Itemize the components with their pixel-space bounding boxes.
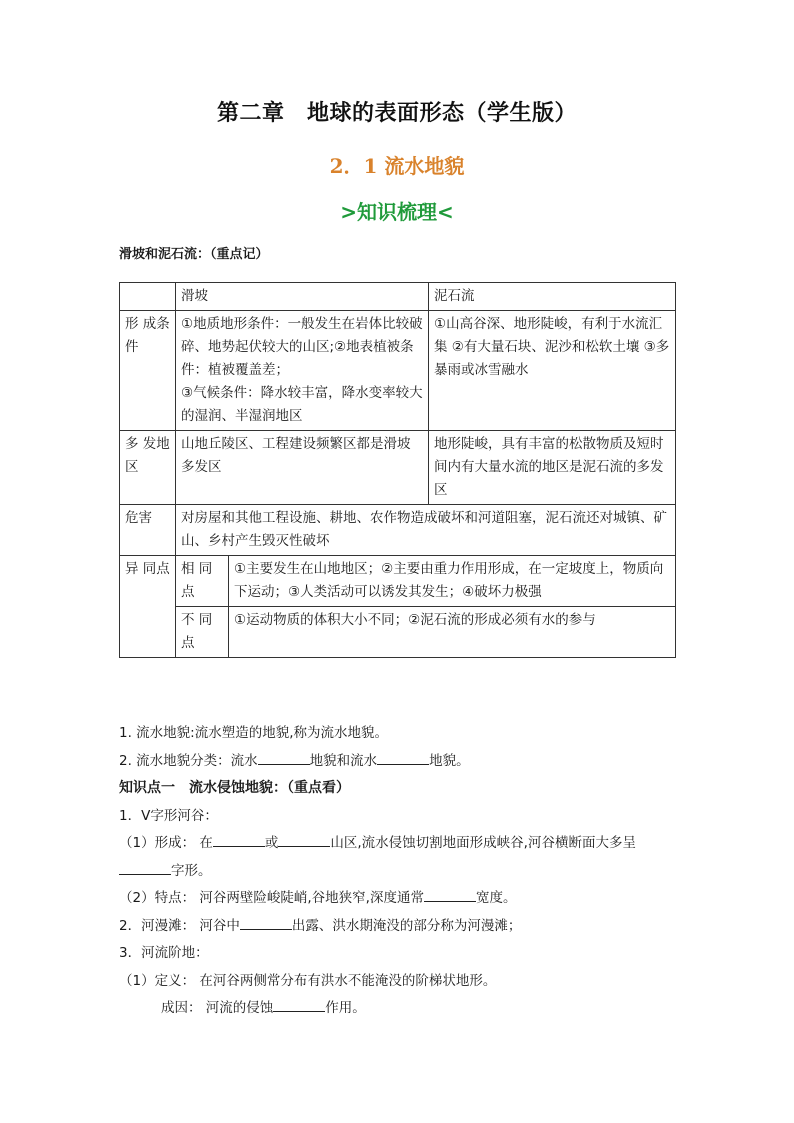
note-line: 1. 流水地貌:流水塑造的地貌,称为流水地貌。 xyxy=(119,725,389,741)
section-title: 2．1 流水地貌 xyxy=(329,154,465,178)
note-line xyxy=(119,858,679,886)
note-text: 字形。 xyxy=(171,862,212,879)
cell-same: ①主要发生在山地地区；②主要由重力作用形成，在一定坡度上，物质向下运动；③人类活动可以诱发其发生；④破坏力极强 xyxy=(229,556,676,607)
note-text: 成因： 河流的侵蚀 xyxy=(161,1000,274,1016)
cell-debris-conditions: ①山高谷深、地形陡峻，有利于水流汇集 ②有大量石块、泥沙和松软土壤 ③多暴雨或冰雪融水 xyxy=(429,311,676,431)
fill-blank[interactable] xyxy=(424,887,476,902)
fill-blank[interactable] xyxy=(240,915,292,930)
note-text: 2. 流水地貌分类：流水 xyxy=(119,752,258,769)
chapter-title: 第二章 地球的表面形态（学生版） xyxy=(216,101,577,126)
note-text: 地貌。 xyxy=(429,752,470,769)
row-label-conditions: 形 成条件 xyxy=(120,311,176,431)
note-text: 作用。 xyxy=(325,1000,366,1016)
note-line xyxy=(119,913,679,941)
cell-landslide-conditions xyxy=(176,311,429,431)
row-label-compare: 异 同点 xyxy=(120,556,176,658)
cell-text: ①地质地形条件：一般发生在岩体比较破碎、地势起伏较大的山区;②地表植被条件：植被覆盖差； xyxy=(181,316,423,378)
note-text: （2）特点： 河谷两壁险峻陡峭,谷地狭窄,深度通常 xyxy=(119,890,424,906)
table-row xyxy=(120,431,676,505)
table-row xyxy=(120,607,676,658)
note-line xyxy=(119,885,679,913)
fill-blank[interactable] xyxy=(213,832,265,847)
note-line: 1．V字形河谷： xyxy=(119,807,218,824)
table-row xyxy=(120,283,676,311)
knowledge-title: >知识梳理< xyxy=(340,200,454,224)
row-label-harm: 危害 xyxy=(120,505,176,556)
notes-section xyxy=(119,720,679,1023)
cell-text: ③气候条件：降水较丰富，降水变率较大的湿润、半湿润地区 xyxy=(181,385,423,424)
note-text: （1）形成： 在 xyxy=(119,835,213,851)
note-text: 宽度。 xyxy=(475,890,517,906)
note-line xyxy=(119,830,679,858)
note-text: 出露、洪水期淹没的部分称为河漫滩； xyxy=(291,917,522,934)
fill-blank[interactable] xyxy=(258,750,310,765)
cell-diff: ①运动物质的体积大小不同；②泥石流的形成必须有水的参与 xyxy=(229,607,676,658)
knowledge-point-heading: 知识点一 流水侵蚀地貌：（重点看） xyxy=(119,780,350,796)
note-line xyxy=(119,995,679,1023)
header-landslide: 滑坡 xyxy=(176,283,429,311)
fill-blank[interactable] xyxy=(119,860,171,875)
fill-blank[interactable] xyxy=(278,832,330,847)
cell-harm: 对房屋和其他工程设施、耕地、农作物造成破坏和河道阻塞，泥石流还对城镇、矿山、乡村产生毁灭性破坏 xyxy=(176,505,676,556)
fill-blank[interactable] xyxy=(377,750,429,765)
note-line: 3．河流阶地： xyxy=(119,945,209,961)
table-heading: 滑坡和泥石流：（重点记） xyxy=(119,247,269,262)
table-row xyxy=(120,505,676,556)
row-label-diff: 不 同点 xyxy=(176,607,229,658)
table-row xyxy=(120,556,676,607)
landslide-debris-table xyxy=(119,282,676,658)
table-cell-empty xyxy=(120,283,176,311)
table-row xyxy=(120,311,676,431)
note-line xyxy=(119,748,679,776)
cell-landslide-frequent: 山地丘陵区、工程建设频繁区都是滑坡多发区 xyxy=(176,431,429,505)
header-debris-flow: 泥石流 xyxy=(429,283,676,311)
cell-debris-frequent: 地形陡峻，具有丰富的松散物质及短时间内有大量水流的地区是泥石流的多发区 xyxy=(429,431,676,505)
note-text: 2．河漫滩： 河谷中 xyxy=(119,917,240,934)
row-label-same: 相 同点 xyxy=(176,556,229,607)
row-label-frequent: 多 发地区 xyxy=(120,431,176,505)
note-text: 地貌和流水 xyxy=(309,752,378,769)
note-text: 山区,流水侵蚀切割地面形成峡谷,河谷横断面大多呈 xyxy=(330,835,636,851)
note-text: 或 xyxy=(264,835,279,851)
fill-blank[interactable] xyxy=(273,997,325,1012)
note-line: （1）定义： 在河谷两侧常分布有洪水不能淹没的阶梯状地形。 xyxy=(119,972,497,989)
